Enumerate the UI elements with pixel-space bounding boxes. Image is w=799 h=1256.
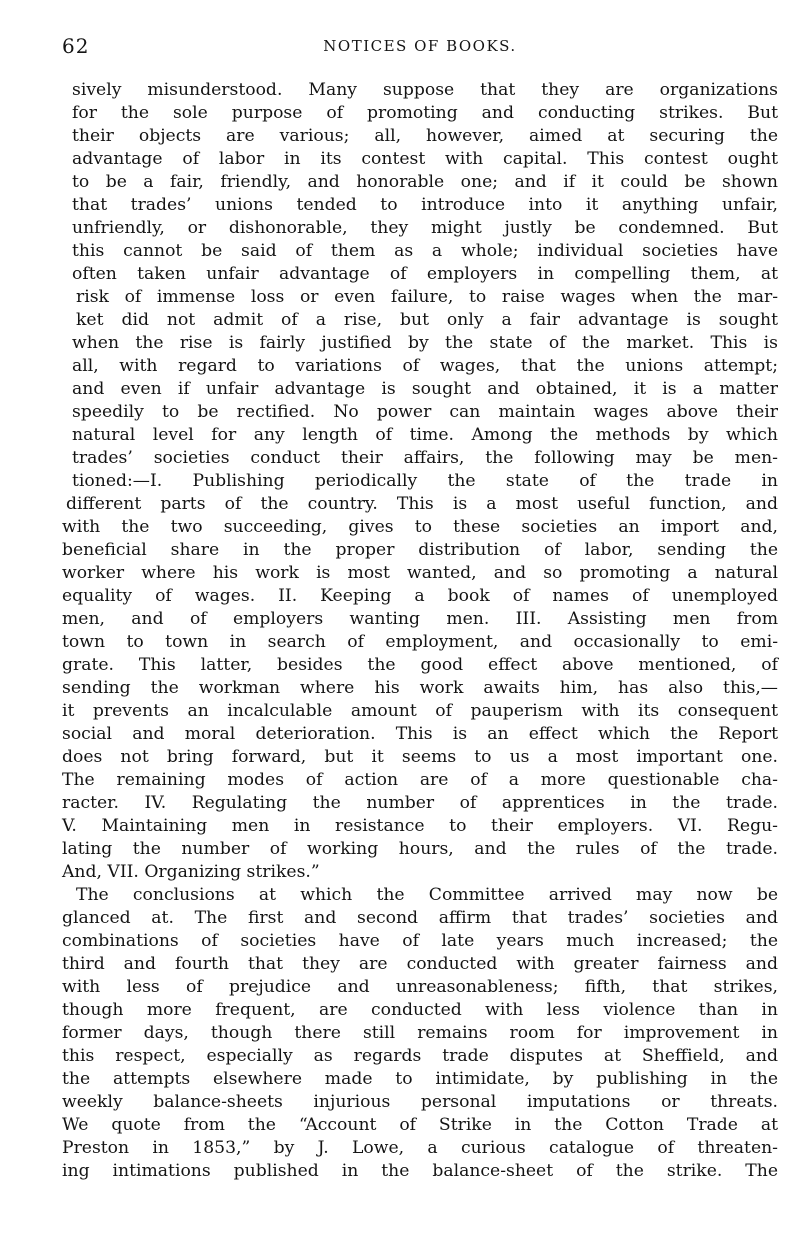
text-line: natural level for any length of time. Among the methods by which <box>72 425 778 445</box>
text-line: V. Maintaining men in resistance to their employers. VI. Regu- <box>62 816 778 836</box>
page-number: 62 <box>62 34 90 58</box>
text-line: and even if unfair advantage is sought and obtained, it is a matter <box>72 379 778 399</box>
text-line: all, with regard to variations of wages, that the unions attempt; <box>72 356 778 376</box>
text-line: advantage of labor in its contest with capital. This contest ought <box>72 149 778 169</box>
text-line: sively misunderstood. Many suppose that they are organizations <box>72 80 778 100</box>
text-line: Preston in 1853,” by J. Lowe, a curious catalogue of threaten- <box>62 1138 778 1158</box>
text-line: beneficial share in the proper distribution of labor, sending the <box>62 540 778 560</box>
text-line: it prevents an incalculable amount of pauperism with its consequent <box>62 701 778 721</box>
text-line: often taken unfair advantage of employers in compelling them, at <box>72 264 778 284</box>
text-line: tioned:—I. Publishing periodically the state of the trade in <box>72 471 778 491</box>
body-text <box>62 79 778 1183</box>
text-line: speedily to be rectified. No power can maintain wages above their <box>72 402 778 422</box>
page-header <box>62 34 778 62</box>
text-line: And, VII. Organizing strikes.” <box>62 862 320 882</box>
text-line: equality of wages. II. Keeping a book of names of unemployed <box>62 586 778 606</box>
text-line: social and moral deterioration. This is an effect which the Report <box>62 724 778 744</box>
text-line: worker where his work is most wanted, and so promoting a natural <box>62 563 778 583</box>
text-line: the attempts elsewhere made to intimidate, by publishing in the <box>62 1069 778 1089</box>
text-line: with less of prejudice and unreasonableness; fifth, that strikes, <box>62 977 778 997</box>
text-line: that trades’ unions tended to introduce into it anything unfair, <box>72 195 778 215</box>
text-line: combinations of societies have of late years much increased; the <box>62 931 778 951</box>
text-line: town to town in search of employment, and occasionally to emi- <box>62 632 778 652</box>
text-line: We quote from the “Account of Strike in the Cotton Trade at <box>62 1115 778 1135</box>
running-title: NOTICES OF BOOKS. <box>323 37 517 55</box>
text-line: third and fourth that they are conducted with greater fairness and <box>62 954 778 974</box>
text-line: ket did not admit of a rise, but only a fair advantage is sought <box>76 310 778 330</box>
text-line: this respect, especially as regards trade disputes at Sheffield, and <box>62 1046 778 1066</box>
text-line: weekly balance-sheets injurious personal imputations or threats. <box>62 1092 778 1112</box>
text-line: with the two succeeding, gives to these societies an import and, <box>62 517 778 537</box>
text-line: does not bring forward, but it seems to us a most important one. <box>62 747 778 767</box>
text-line: their objects are various; all, however, aimed at securing the <box>72 126 778 146</box>
text-line: ing intimations published in the balance-sheet of the strike. The <box>62 1161 778 1181</box>
text-line: this cannot be said of them as a whole; individual societies have <box>72 241 778 261</box>
text-line: racter. IV. Regulating the number of apprentices in the trade. <box>62 793 778 813</box>
text-line: The conclusions at which the Committee arrived may now be <box>76 885 778 905</box>
text-line: former days, though there still remains room for improvement in <box>62 1023 778 1043</box>
text-line: trades’ societies conduct their affairs, the following may be men- <box>72 448 778 468</box>
text-line: The remaining modes of action are of a more questionable cha- <box>62 770 778 790</box>
text-line: unfriendly, or dishonorable, they might justly be condemned. But <box>72 218 778 238</box>
text-line: glanced at. The first and second affirm that trades’ societies and <box>62 908 778 928</box>
text-line: sending the workman where his work awaits him, has also this,— <box>62 678 778 698</box>
text-line: risk of immense loss or even failure, to raise wages when the mar- <box>76 287 778 307</box>
text-line: when the rise is fairly justified by the state of the market. This is <box>72 333 778 353</box>
text-line: different parts of the country. This is a most useful function, and <box>66 494 778 514</box>
text-line: though more frequent, are conducted with less violence than in <box>62 1000 778 1020</box>
text-line: men, and of employers wanting men. III. Assisting men from <box>62 609 778 629</box>
text-line: lating the number of working hours, and the rules of the trade. <box>62 839 778 859</box>
text-line: grate. This latter, besides the good effect above mentioned, of <box>62 655 778 675</box>
text-line: to be a fair, friendly, and honorable one; and if it could be shown <box>72 172 778 192</box>
text-line: for the sole purpose of promoting and conducting strikes. But <box>72 103 778 123</box>
